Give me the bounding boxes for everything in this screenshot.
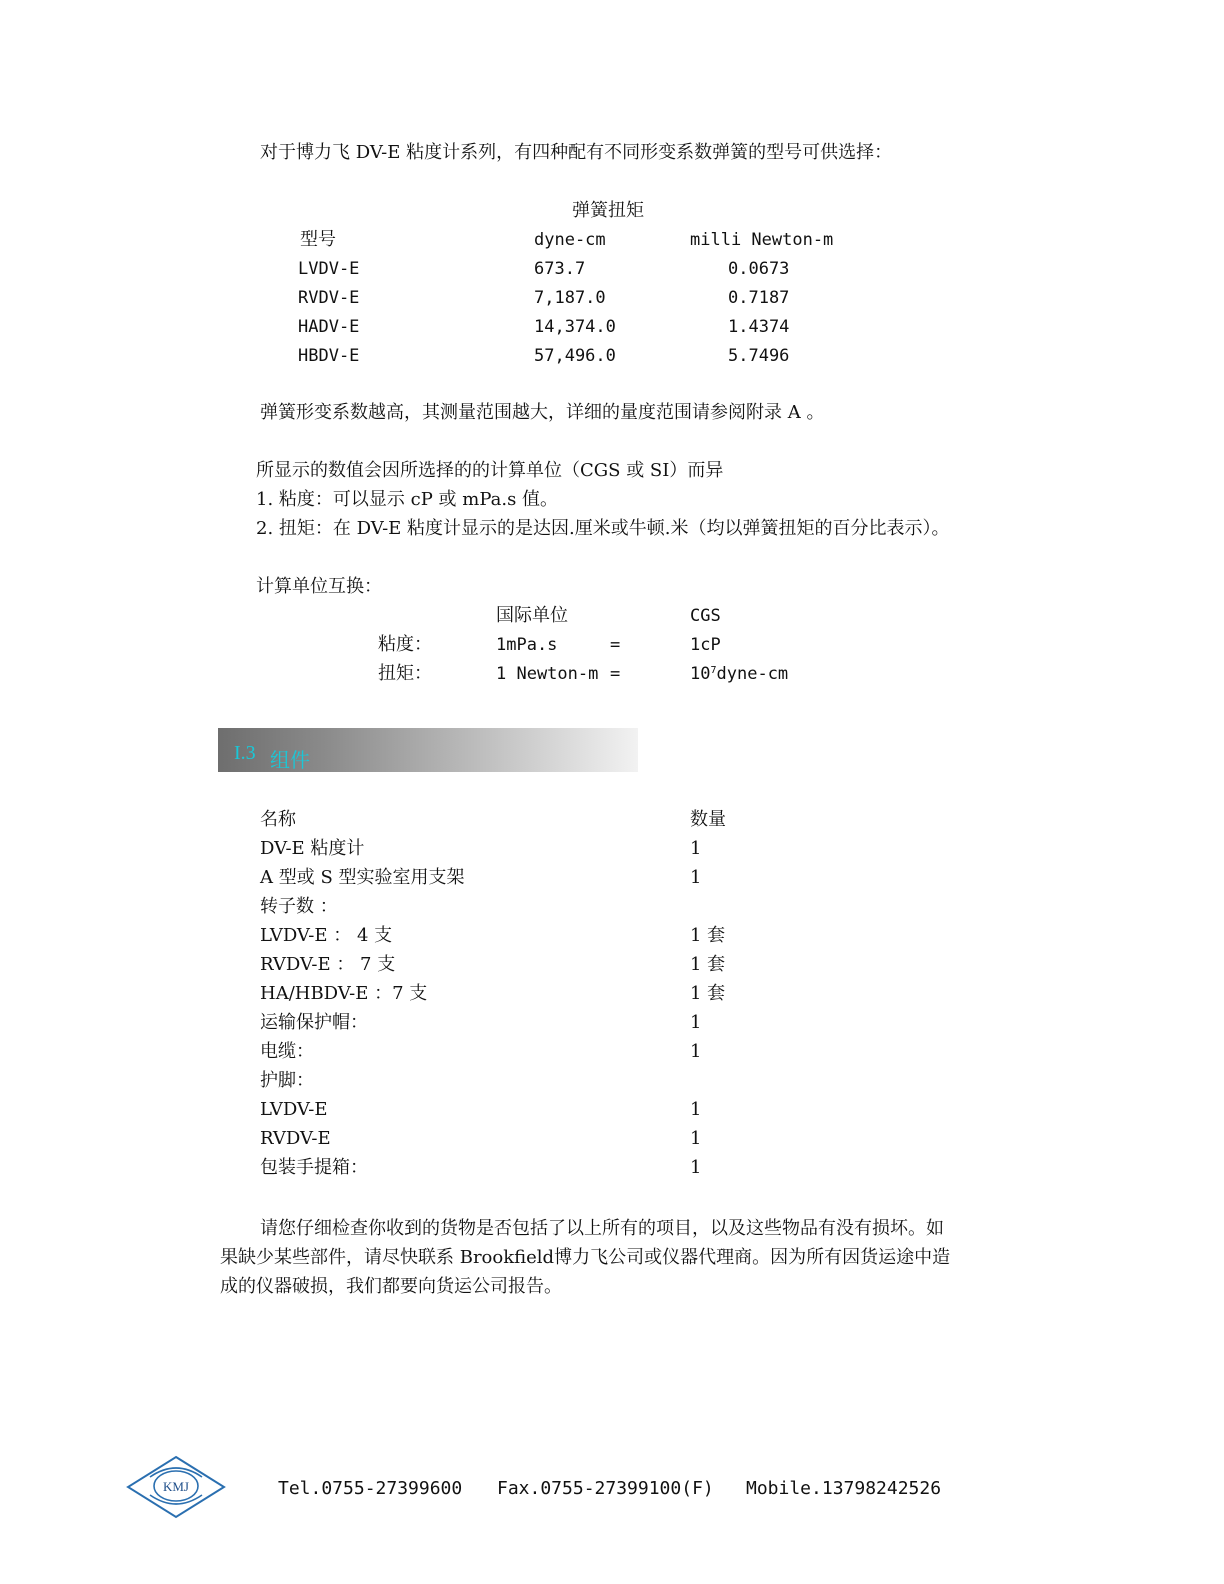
closing-line: 成的仪器破损，我们都要向货运公司报告。	[220, 1276, 562, 1297]
conversion-col-si: 国际单位	[496, 605, 568, 626]
spring-row-dyne: 7,187.0	[534, 288, 606, 308]
units-intro: 所显示的数值会因所选择的的计算单位（CGS 或 SI）而异	[256, 460, 724, 481]
conversion-row-equals: =	[610, 635, 621, 655]
cgs-unit: dyne-cm	[716, 664, 789, 684]
spring-row-mn: 1.4374	[728, 317, 790, 337]
conversion-title: 计算单位互换：	[256, 576, 382, 597]
component-name: RVDV-E ： 7 支	[260, 954, 396, 975]
components-col-qty: 数量	[690, 809, 726, 830]
section-title: 组件	[270, 748, 310, 772]
component-qty: 1	[690, 1012, 702, 1033]
logo-text: KMJ	[162, 1479, 190, 1494]
conversion-row-si: 1 Newton-m	[496, 664, 599, 684]
spring-row-model: HBDV-E	[298, 346, 360, 366]
component-qty: 1	[690, 1157, 702, 1178]
component-qty: 1	[690, 1128, 702, 1149]
spring-row-mn: 0.0673	[728, 259, 790, 279]
spring-row-model: RVDV-E	[298, 288, 360, 308]
spring-row-dyne: 14,374.0	[534, 317, 616, 337]
component-name: RVDV-E	[260, 1128, 331, 1149]
spring-row-mn: 0.7187	[728, 288, 790, 308]
col-dyne-header: dyne-cm	[534, 230, 606, 250]
components-col-name: 名称	[260, 809, 296, 830]
component-qty: 1 套	[690, 983, 726, 1004]
component-name: A 型或 S 型实验室用支架	[260, 867, 465, 888]
spring-row-model: LVDV-E	[298, 259, 360, 279]
component-name: 护脚：	[260, 1070, 314, 1091]
component-qty: 1	[690, 867, 702, 888]
range-note: 弹簧形变系数越高，其测量范围越大，详细的量度范围请参阅附录 A 。	[260, 402, 825, 423]
units-list-item: 1. 粘度：可以显示 cP 或 mPa.s 值。	[256, 489, 559, 510]
component-qty: 1	[690, 838, 702, 859]
spring-row-dyne: 673.7	[534, 259, 586, 279]
conversion-row-cgs	[690, 666, 788, 683]
conversion-row-equals: =	[610, 664, 621, 684]
spring-row-model: HADV-E	[298, 317, 360, 337]
component-name: 运输保护帽：	[260, 1012, 368, 1033]
component-qty: 1 套	[690, 954, 726, 975]
conversion-col-cgs: CGS	[690, 606, 721, 626]
closing-line: 请您仔细检查你收到的货物是否包括了以上所有的项目，以及这些物品有没有损坏。如	[260, 1218, 944, 1239]
component-name: LVDV-E ： 4 支	[260, 925, 393, 946]
footer-tel: Tel.0755-27399600	[278, 1478, 463, 1499]
conversion-row-label: 粘度：	[378, 634, 432, 655]
conversion-row-cgs: 1cP	[690, 635, 721, 655]
spring-row-mn: 5.7496	[728, 346, 790, 366]
company-logo	[126, 1455, 226, 1524]
closing-line: 果缺少某些部件，请尽快联系 Brookfield博力飞公司或仪器代理商。因为所有因货运途中造	[220, 1247, 951, 1268]
col-model-header: 型号	[300, 229, 336, 250]
col-mn-header: milli Newton-m	[690, 230, 834, 250]
section-header-band	[218, 728, 638, 772]
component-qty: 1 套	[690, 925, 726, 946]
component-qty: 1	[690, 1041, 702, 1062]
spring-torque-header: 弹簧扭矩	[572, 200, 644, 221]
intro-text: 对于博力飞 DV-E 粘度计系列，有四种配有不同形变系数弹簧的型号可供选择：	[260, 142, 893, 163]
component-name: 包装手提箱：	[260, 1157, 368, 1178]
conversion-row-si: 1mPa.s	[496, 635, 558, 655]
cgs-base: 10	[690, 664, 711, 684]
footer-fax: Fax.0755-27399100(F)	[497, 1478, 714, 1499]
cgs-exponent: 7	[710, 665, 717, 676]
section-number: I.3	[234, 742, 256, 764]
closing-paragraph	[220, 1214, 1020, 1301]
component-name: DV-E 粘度计	[260, 838, 365, 859]
conversion-row-label: 扭矩：	[378, 663, 432, 684]
component-name: 转子数 ：	[260, 896, 338, 917]
component-name: 电缆：	[260, 1041, 314, 1062]
footer-mobile: Mobile.13798242526	[746, 1478, 942, 1499]
component-name: HA/HBDV-E ：7 支	[260, 983, 428, 1004]
component-qty: 1	[690, 1099, 702, 1120]
component-name: LVDV-E	[260, 1099, 328, 1120]
spring-row-dyne: 57,496.0	[534, 346, 616, 366]
units-list-item: 2. 扭矩：在 DV-E 粘度计显示的是达因.厘米或牛顿.米（均以弹簧扭矩的百分比表示）。	[256, 518, 950, 539]
